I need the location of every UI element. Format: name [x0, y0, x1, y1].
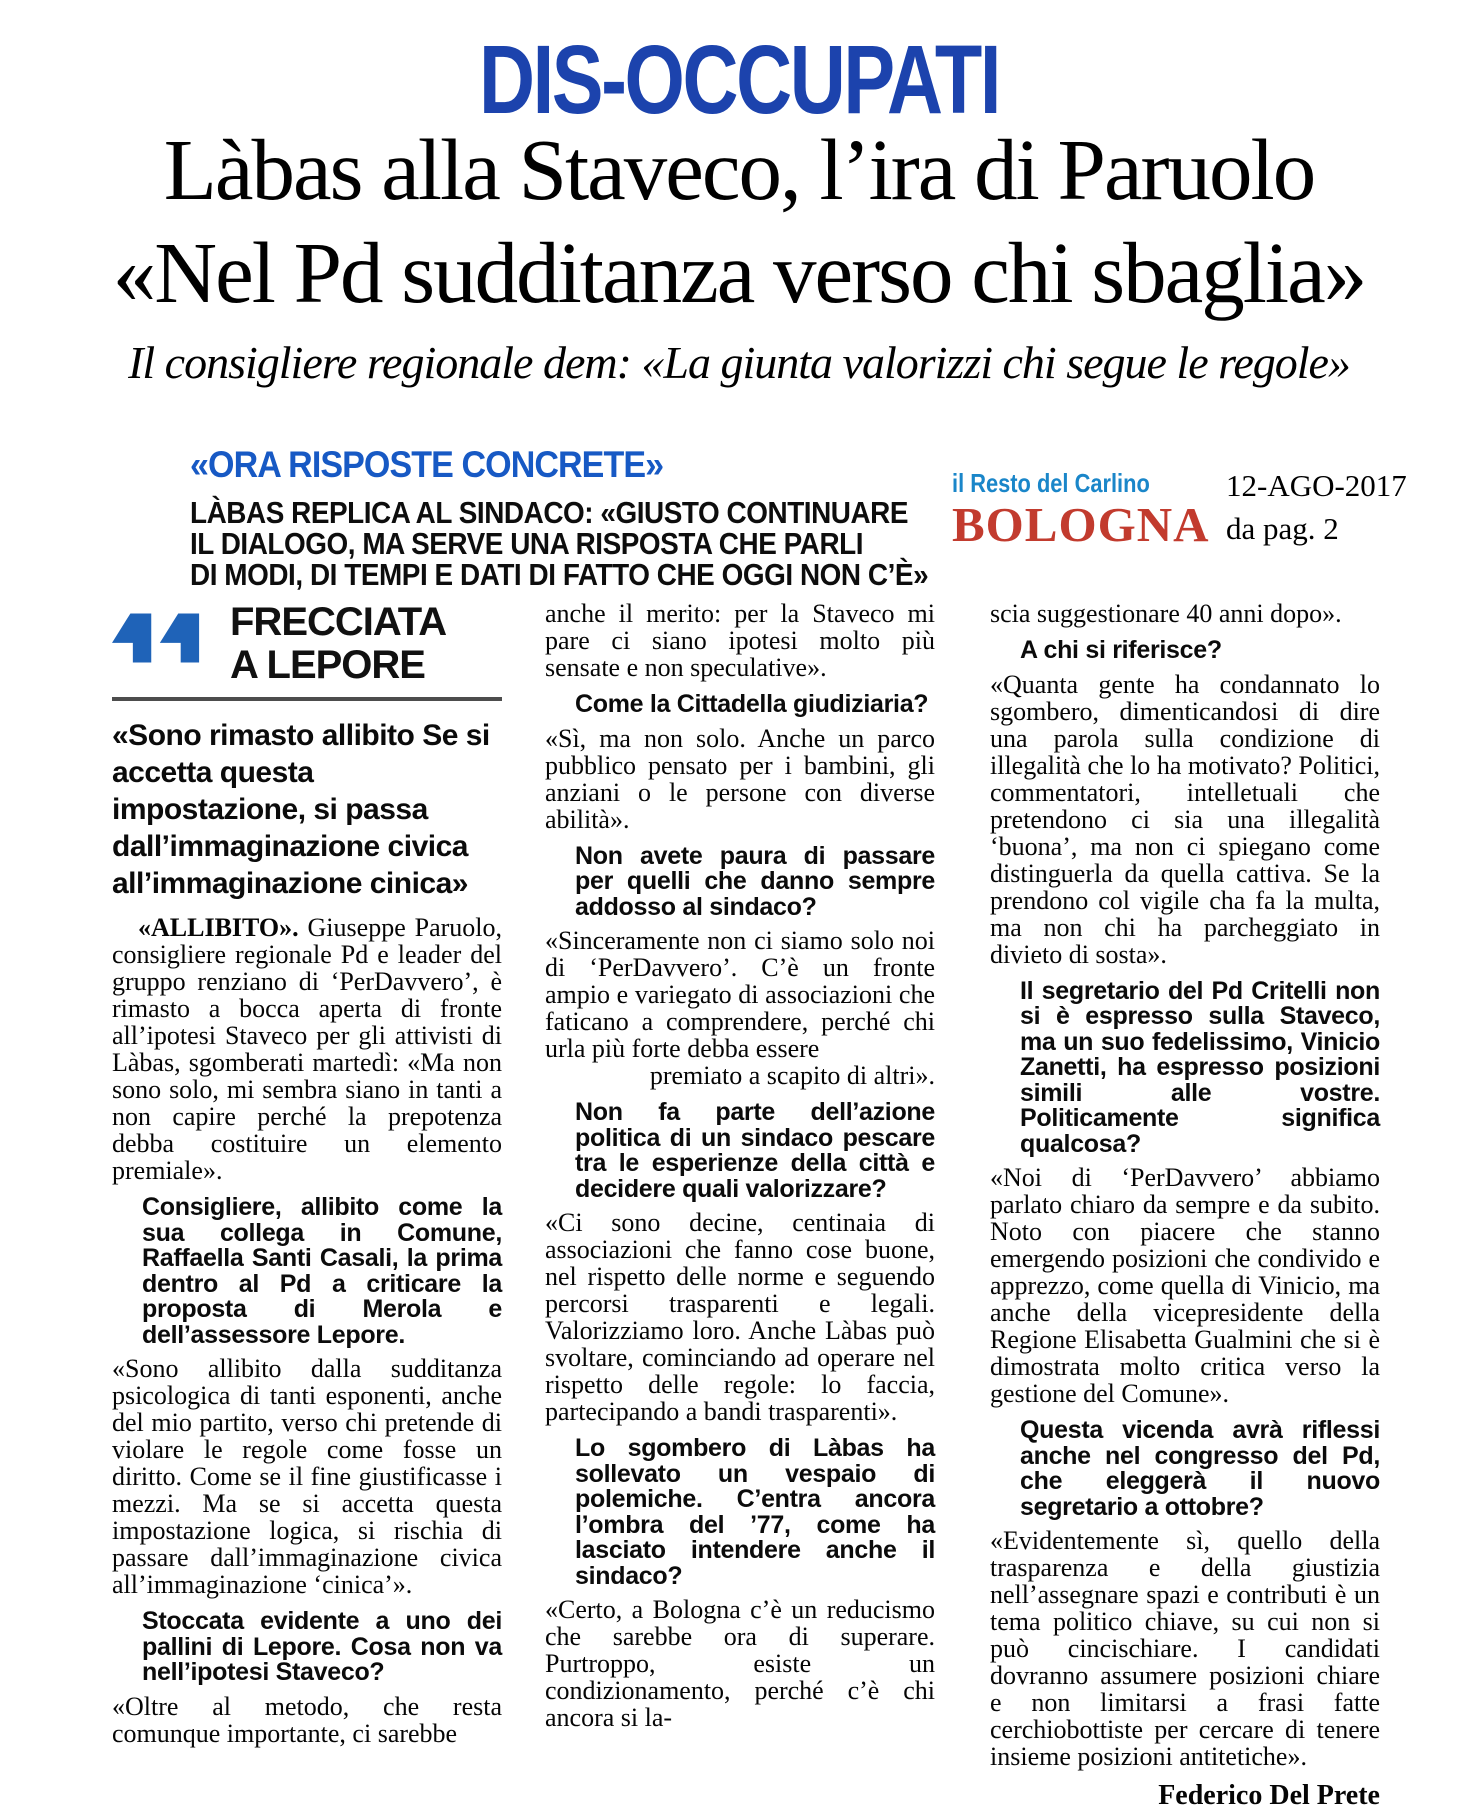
- lead-word: «ALLIBITO».: [138, 913, 299, 942]
- interview-question: Stoccata evidente a uno dei pallini di Lepore. Cosa non va nell’ipotesi Staveco?: [142, 1607, 502, 1686]
- masthead-title-bottom: BOLOGNA: [952, 497, 1210, 552]
- standfirst-line: IL DIALOGO, MA SERVE UNA RISPOSTA CHE PARLI: [190, 526, 864, 561]
- publication-date: 12-AGO-2017: [1226, 468, 1407, 503]
- paragraph: «Evidentemente sì, quello della trasparenza e della giustizia nell’assegnare spazi e contributi è un tema politico chiave, su cui non si può cincischiare. I candidati dovranno assumere posizioni chiare e non limitarsi a frasi fatte cerchiobottiste per cercare di tenere insieme posizioni antitetiche».: [990, 1526, 1380, 1771]
- paragraph: anche il merito: per la Staveco mi pare ci siano ipotesi molto più sensate e non speculative».: [545, 599, 935, 682]
- interview-question: Non fa parte dell’azione politica di un sindaco pescare tra le esperienze della città e decidere quali valorizzare?: [575, 1098, 935, 1203]
- paragraph-lead: [112, 914, 502, 1184]
- paragraph-text: Giuseppe Paruolo, consigliere regionale Pd e leader del gruppo renziano di ‘PerDavvero’, è rimasto a bocca aperta di fronte all’ipotesi Staveco per gli attivisti di Làbas, sgomberati martedì: «Ma non sono solo, mi sembra siano in tanti a non capire perché la prepotenza debba costituire un elemento premiale».: [112, 913, 502, 1185]
- standfirst-line: DI MODI, DI TEMPI E DATI DI FATTO CHE OGGI NON C’È»: [190, 557, 929, 592]
- paragraph-tail: premiato a scapito di altri».: [649, 1061, 935, 1090]
- paragraph: [545, 927, 935, 1089]
- paragraph: «Sono allibito dalla sudditanza psicologica di tanti esponenti, anche del mio partito, verso chi pretende di violare le regole come fosse un diritto. Come se il fine giustificasse i mezzi. Ma se si accetta questa impostazione logica, si rischia di passare dall’immaginazione civica all’immaginazione ‘cinica’».: [112, 1354, 502, 1599]
- pullquote-label: [230, 600, 446, 687]
- kicker: DIS-OCCUPATI: [478, 25, 1000, 134]
- masthead-logo: [952, 468, 1210, 552]
- paragraph: «Sì, ma non solo. Anche un parco pubblico pensato per i bambini, gli anziani o le persone con diverse abilità».: [545, 723, 935, 834]
- divider-rule: [112, 697, 502, 701]
- paragraph: «Certo, a Bologna c’è un reducismo che sarebbe ora di superare. Purtroppo, esiste un condizionamento, perché c’è chi ancora si la-: [545, 1595, 935, 1732]
- masthead-title-top: il Resto del Carlino: [952, 468, 1150, 498]
- interview-question: Come la Cittadella giudiziaria?: [575, 690, 929, 718]
- column-right: [990, 600, 1380, 1809]
- byline: Federico Del Prete: [1158, 1780, 1380, 1811]
- interview-question: Consigliere, allibito come la sua collega in Comune, Raffaella Santi Casali, la prima dentro al Pd a criticare la proposta di Merola e dell’assessore Lepore.: [142, 1193, 502, 1349]
- standfirst: [190, 444, 950, 590]
- paragraph: «Noi di ‘PerDavvero’ abbiamo parlato chiaro da sempre e da subito. Noto con piacere che stanno emergendo posizioni che condivido e apprezzo, come quella di Vinicio, ma anche della vicepresidente della Regione Elisabetta Gualmini che si è dimostrata molto critica verso la gestione del Comune».: [990, 1163, 1380, 1408]
- headline-line1: Làbas alla Staveco, l’ira di Paruolo: [163, 121, 1315, 218]
- quotation-marks-icon: [112, 600, 204, 676]
- paragraph: «Ci sono decine, centinaia di associazioni che fanno cose buone, nel rispetto delle norme e seguendo percorsi trasparenti e legali. Valorizziamo loro. Anche Làbas può svoltare, cominciando ad operare nel rispetto delle regole: lo faccia, partecipando a bandi trasparenti».: [545, 1208, 935, 1426]
- pullquote-label-line1: FRECCIATA: [230, 600, 447, 644]
- interview-question: Lo sgombero di Làbas ha sollevato un vespaio di polemiche. C’entra ancora l’ombra del ’77, come ha lasciato intendere anche il sindaco?: [575, 1434, 935, 1590]
- pullquote-text: «Sono rimasto allibito Se si accetta questa impostazione, si passa dall’immaginazione civica all’immaginazione cinica»: [112, 719, 490, 900]
- paragraph-text: «Sinceramente non ci siamo solo noi di ‘PerDavvero’. C’è un fronte ampio e variegato di associazioni che faticano a comprendere, perché chi urla più forte debba essere: [545, 926, 935, 1063]
- interview-question: Il segretario del Pd Critelli non si è espresso sulla Staveco, ma un suo fedelissimo, Vinicio Zanetti, ha espresso posizioni simili alle vostre. Politicamente significa qualcosa?: [1020, 976, 1380, 1158]
- date-block: [1226, 464, 1407, 550]
- subhead: Il consigliere regionale dem: «La giunta valorizzi chi segue le regole»: [128, 337, 1350, 388]
- standfirst-line: LÀBAS REPLICA AL SINDACO: «GIUSTO CONTINUARE: [190, 495, 909, 530]
- paragraph: scia suggestionare 40 anni dopo».: [990, 599, 1342, 628]
- column-middle: [545, 600, 935, 1731]
- headline-line2: «Nel Pd sudditanza verso chi sbaglia»: [112, 224, 1366, 321]
- interview-question: Questa vicenda avrà riflessi anche nel congresso del Pd, che eleggerà il nuovo segretario a ottobre?: [1020, 1416, 1380, 1521]
- page-reference: da pag. 2: [1226, 511, 1339, 546]
- column-left: [112, 600, 502, 1747]
- pullquote-label-line2: A LEPORE: [230, 643, 425, 687]
- pullquote-header: [112, 600, 502, 687]
- interview-question: A chi si riferisce?: [1020, 636, 1222, 664]
- headline: [0, 118, 1478, 324]
- interview-question: Non avete paura di passare per quelli che danno sempre addosso al sindaco?: [575, 841, 935, 921]
- standfirst-kicker: «ORA RISPOSTE CONCRETE»: [190, 444, 664, 485]
- paragraph: «Oltre al metodo, che resta comunque importante, ci sarebbe: [112, 1691, 502, 1748]
- paragraph: «Quanta gente ha condannato lo sgombero, dimenticandosi di dire una parola sulla condizione di illegalità che lo ha motivato? Politici, commentatori, intelletuali che pretendono ci sia una illegalità ‘buona’, ma non ci spiegano come distinguerla da quella cattiva. Se la prendono col vigile cha fa la multa, ma non chi ha parcheggiato in divieto di sosta».: [990, 669, 1380, 969]
